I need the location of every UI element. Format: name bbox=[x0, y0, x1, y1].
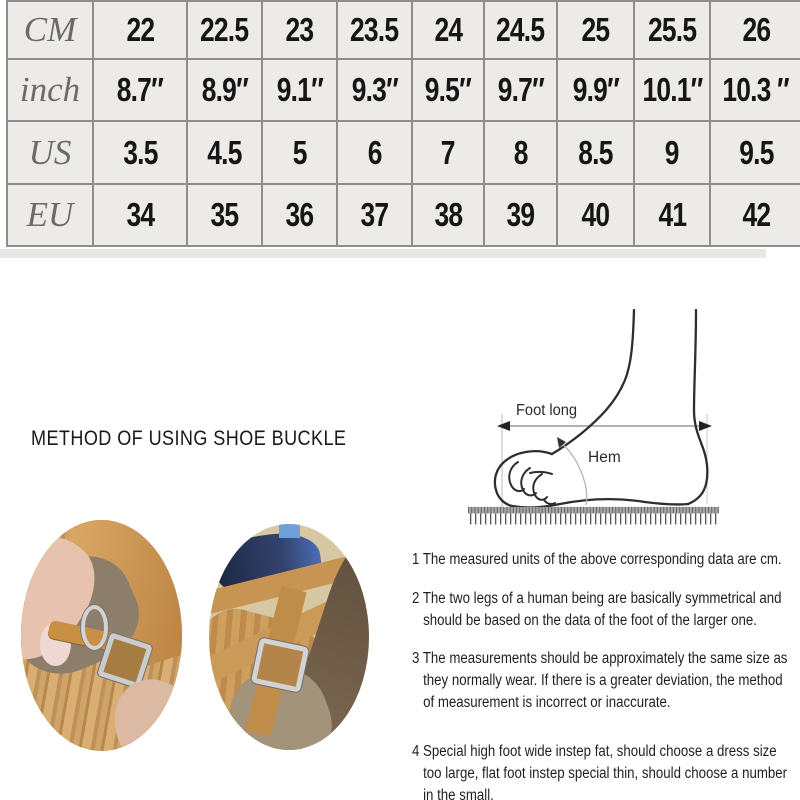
size-cell bbox=[557, 121, 634, 184]
size-cell bbox=[484, 1, 557, 59]
size-cell bbox=[557, 59, 634, 121]
size-cell bbox=[710, 184, 800, 246]
size-cell bbox=[634, 121, 710, 184]
size-value: 10.1″ bbox=[642, 71, 703, 108]
size-value: 5 bbox=[292, 133, 307, 171]
row-header: EU bbox=[7, 184, 93, 246]
buckle-method-heading: METHOD OF USING SHOE BUCKLE bbox=[31, 426, 347, 450]
size-cell bbox=[634, 1, 710, 59]
size-conversion-table bbox=[6, 0, 800, 247]
size-cell bbox=[262, 1, 337, 59]
table-row bbox=[7, 121, 800, 184]
note-line: they normally wear. If there is a greater deviation, the method bbox=[423, 672, 783, 689]
size-value: 23.5 bbox=[350, 11, 399, 48]
size-cell bbox=[484, 59, 557, 121]
buckle-photo-strap-pull bbox=[21, 520, 182, 751]
note-line: 1 The measured units of the above corresponding data are cm. bbox=[412, 551, 782, 568]
table-row bbox=[7, 59, 800, 121]
size-cell bbox=[337, 1, 412, 59]
size-value: 22 bbox=[126, 11, 154, 48]
size-value: 22.5 bbox=[200, 11, 249, 48]
size-cell bbox=[634, 184, 710, 246]
size-value: 7 bbox=[441, 133, 455, 171]
size-value: 34 bbox=[126, 196, 154, 233]
note-item bbox=[412, 741, 800, 800]
note-item bbox=[412, 549, 800, 571]
size-value: 25 bbox=[581, 11, 610, 48]
table-row bbox=[7, 184, 800, 246]
size-value: 9 bbox=[665, 133, 679, 171]
metal-buckle bbox=[251, 637, 310, 693]
size-cell bbox=[187, 184, 262, 246]
size-value: 37 bbox=[360, 196, 389, 233]
note-line: in the small. bbox=[423, 787, 494, 800]
size-cell bbox=[93, 184, 187, 246]
size-value: 8.7″ bbox=[116, 71, 164, 108]
size-cell bbox=[262, 184, 337, 246]
size-value: 42 bbox=[742, 196, 770, 233]
ruler bbox=[468, 507, 719, 519]
size-value: 24 bbox=[434, 11, 462, 48]
size-value: 40 bbox=[581, 196, 610, 233]
size-cell bbox=[262, 59, 337, 121]
size-value: 9.3″ bbox=[351, 71, 398, 108]
size-cell bbox=[412, 1, 484, 59]
note-line: too large, flat foot instep special thin, should choose a number bbox=[423, 765, 788, 782]
note-item bbox=[412, 648, 800, 714]
size-value: 9.7″ bbox=[497, 71, 544, 108]
note-line: should be based on the data of the foot of the larger one. bbox=[423, 612, 757, 629]
metal-d-ring bbox=[81, 605, 108, 650]
size-value: 6 bbox=[367, 133, 382, 171]
size-value: 26 bbox=[742, 11, 770, 48]
size-value: 4.5 bbox=[207, 133, 242, 171]
size-cell bbox=[93, 59, 187, 121]
size-value: 8 bbox=[513, 133, 528, 171]
foot-long-label: Foot long bbox=[516, 402, 577, 419]
size-value: 9.9″ bbox=[572, 71, 619, 108]
row-header: US bbox=[7, 121, 93, 184]
arrowhead-right bbox=[699, 421, 712, 431]
size-value: 41 bbox=[658, 196, 686, 233]
size-value: 25.5 bbox=[647, 11, 697, 48]
size-cell bbox=[557, 1, 634, 59]
size-value: 39 bbox=[506, 196, 535, 233]
size-value: 8.9″ bbox=[201, 71, 248, 108]
foot-measurement-diagram bbox=[460, 290, 760, 540]
hem-curve bbox=[561, 443, 587, 505]
size-value: 23 bbox=[285, 11, 314, 48]
blue-object-blur bbox=[279, 524, 300, 538]
arrowhead-left bbox=[497, 421, 510, 431]
size-cell bbox=[710, 121, 800, 184]
size-cell bbox=[412, 184, 484, 246]
size-cell bbox=[484, 121, 557, 184]
measurement-notes bbox=[412, 549, 800, 800]
size-cell bbox=[93, 1, 187, 59]
size-cell bbox=[710, 1, 800, 59]
size-cell bbox=[337, 121, 412, 184]
size-cell bbox=[187, 121, 262, 184]
size-cell bbox=[557, 184, 634, 246]
size-cell bbox=[262, 121, 337, 184]
size-value: 8.5 bbox=[578, 133, 613, 171]
table-row bbox=[7, 1, 800, 59]
size-value: 9.5 bbox=[738, 133, 774, 171]
note-line: of measurement is incorrect or inaccurate. bbox=[423, 694, 671, 711]
note-line: 2 The two legs of a human being are basically symmetrical and bbox=[412, 590, 782, 607]
size-cell bbox=[412, 121, 484, 184]
size-cell bbox=[187, 59, 262, 121]
size-cell bbox=[710, 59, 800, 121]
buckle-photo-fastened bbox=[209, 524, 369, 750]
size-cell bbox=[187, 1, 262, 59]
row-header: CM bbox=[7, 1, 93, 59]
size-cell bbox=[412, 59, 484, 121]
note-item bbox=[412, 588, 800, 632]
size-value: 9.1″ bbox=[276, 71, 323, 108]
size-value: 9.5″ bbox=[424, 71, 472, 108]
size-cell bbox=[484, 184, 557, 246]
size-value: 3.5 bbox=[122, 133, 158, 171]
note-line: 4 Special high foot wide instep fat, should choose a dress size bbox=[412, 743, 777, 760]
size-cell bbox=[634, 59, 710, 121]
size-value: 10.3 ″ bbox=[722, 71, 790, 108]
row-header: inch bbox=[7, 59, 93, 121]
size-value: 38 bbox=[434, 196, 462, 233]
hem-label: Hem bbox=[588, 449, 621, 466]
size-cell bbox=[93, 121, 187, 184]
note-line: 3 The measurements should be approximately the same size as bbox=[412, 650, 788, 667]
size-cell bbox=[337, 184, 412, 246]
size-value: 24.5 bbox=[496, 11, 545, 48]
size-value: 35 bbox=[210, 196, 239, 233]
size-value: 36 bbox=[285, 196, 314, 233]
size-cell bbox=[337, 59, 412, 121]
table-bottom-shadow bbox=[0, 249, 766, 258]
